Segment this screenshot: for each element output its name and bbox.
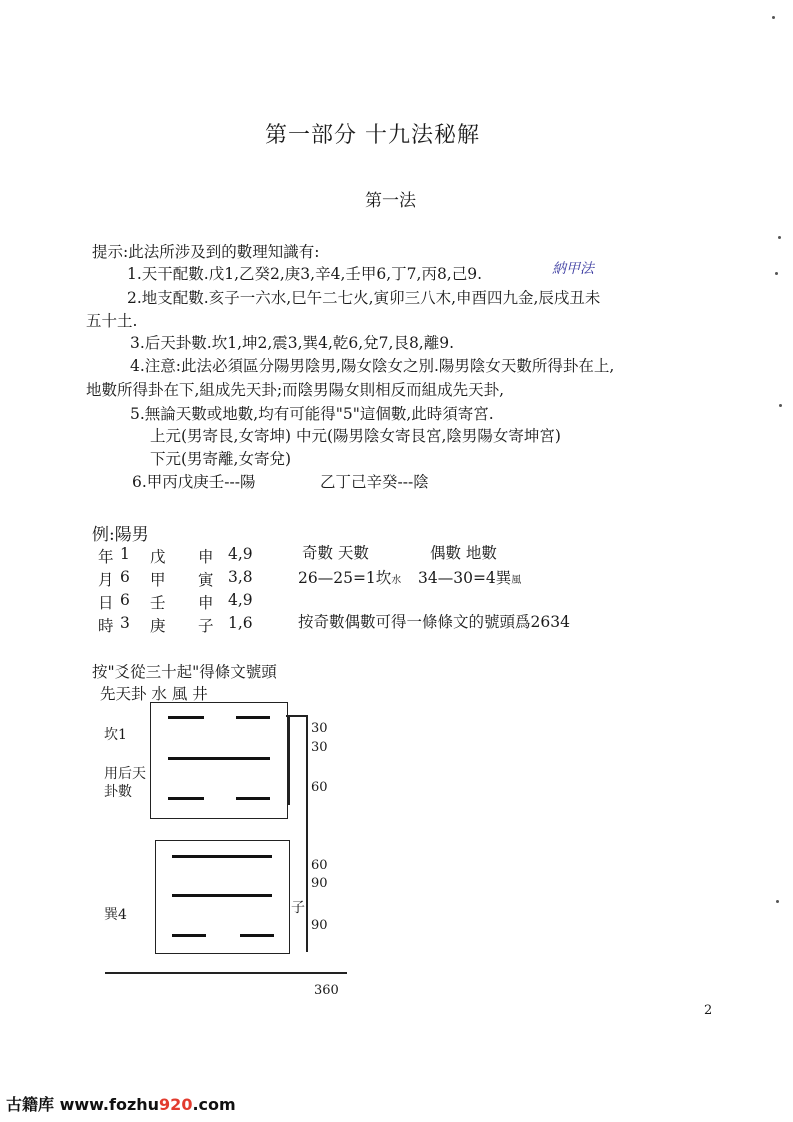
yang-line xyxy=(168,757,270,760)
pillar-gan: 戊 xyxy=(150,548,166,566)
odd-calc: 26—25=1坎水 xyxy=(298,569,402,587)
even-calc: 34—30=4巽風 xyxy=(418,569,522,587)
hint-item-6-yang: 6.甲丙戊庚壬---陽 xyxy=(132,473,256,491)
hint-item-4: 4.注意:此法必須區分陽男陰男,陽女陰女之別.陽男陰女天數所得卦在上, xyxy=(130,357,615,375)
hint-item-5: 5.無論天數或地數,均有可能得"5"這個數,此時須寄宮. xyxy=(130,405,494,423)
yin-line xyxy=(236,797,270,800)
yin-line xyxy=(236,716,270,719)
rail-top xyxy=(286,715,308,717)
pillar-gan: 庚 xyxy=(150,617,166,635)
line-value: 90 xyxy=(311,876,328,891)
scan-speck xyxy=(779,404,782,407)
scan-speck xyxy=(772,16,775,19)
line-value: 90 xyxy=(311,918,328,933)
pillar-values: 3,8 xyxy=(228,568,253,586)
odd-heading: 奇數 天數 xyxy=(302,544,369,562)
total-value: 360 xyxy=(314,983,339,998)
hint-item-3: 3.后天卦數.坎1,坤2,震3,巽4,乾6,兌7,艮8,離9. xyxy=(130,334,455,352)
example-label: 例:陽男 xyxy=(92,525,149,545)
pillar-number: 6 xyxy=(120,591,130,609)
upper-note-line1: 用后天 xyxy=(104,766,146,782)
page-title: 第一部分 十九法秘解 xyxy=(265,123,480,148)
pillar-gan: 甲 xyxy=(150,571,166,589)
handwritten-note: 納甲法 xyxy=(552,261,594,277)
total-line xyxy=(105,972,347,974)
hint-item-4-cont: 地數所得卦在下,組成先天卦;而陰男陽女則相反而組成先天卦, xyxy=(86,381,505,399)
pillar-zhi: 申 xyxy=(198,548,214,566)
hint-item-2: 2.地支配數.亥子一六水,巳午二七火,寅卯三八木,申酉四九金,辰戌丑未 xyxy=(127,289,601,307)
page-number: 2 xyxy=(704,1003,713,1018)
pillar-number: 3 xyxy=(120,614,130,632)
inner-rail xyxy=(288,715,290,805)
hint-item-5-lower: 下元(男寄離,女寄兌) xyxy=(150,450,292,468)
pillar-zhi: 申 xyxy=(198,594,214,612)
upper-note-line2: 卦數 xyxy=(104,784,132,800)
upper-trigram-label: 坎1 xyxy=(104,727,127,743)
zi-label: 子 xyxy=(291,900,305,916)
pillar-zhi: 寅 xyxy=(198,571,214,589)
pillar-number: 1 xyxy=(120,545,130,563)
hint-item-5-upper: 上元(男寄艮,女寄坤) 中元(陽男陰女寄艮宮,陰男陽女寄坤宮) xyxy=(150,427,561,445)
scan-speck xyxy=(778,236,781,239)
site-name: 古籍库 xyxy=(6,1095,55,1114)
pillar-number: 6 xyxy=(120,568,130,586)
yang-line xyxy=(172,855,272,858)
scan-speck xyxy=(776,900,779,903)
diagram-caption: 按"爻從三十起"得條文號頭 xyxy=(92,663,277,681)
even-heading: 偶數 地數 xyxy=(430,544,497,562)
hint-item-2-cont: 五十土. xyxy=(86,312,138,330)
site-watermark[interactable] xyxy=(6,1092,236,1115)
pillar-year: 年 xyxy=(98,548,114,566)
line-value: 30 xyxy=(311,740,328,755)
line-value: 30 xyxy=(311,721,328,736)
pillar-month: 月 xyxy=(98,571,114,589)
line-value: 60 xyxy=(311,780,328,795)
hints-heading: 提示:此法所涉及到的數理知識有: xyxy=(92,243,320,261)
upper-trigram-box xyxy=(150,702,288,819)
lower-trigram-label: 巽4 xyxy=(104,907,127,923)
example-result: 按奇數偶數可得一條條文的號頭爲2634 xyxy=(298,613,570,631)
yin-line xyxy=(240,934,274,937)
hint-item-6-yin: 乙丁己辛癸---陰 xyxy=(320,473,429,491)
scan-speck xyxy=(775,272,778,275)
pillar-values: 4,9 xyxy=(228,591,253,609)
pillar-gan: 壬 xyxy=(150,594,166,612)
pillar-day: 日 xyxy=(98,594,114,612)
pillar-hour: 時 xyxy=(98,617,114,635)
section-title: 第一法 xyxy=(365,191,416,211)
hexagram-label: 先天卦 水 風 井 xyxy=(100,685,208,703)
yin-line xyxy=(172,934,206,937)
hint-item-1: 1.天干配數.戊1,乙癸2,庚3,辛4,壬甲6,丁7,丙8,己9. xyxy=(127,265,483,283)
pillar-zhi: 子 xyxy=(198,617,214,635)
site-url: www.fozhu920.com xyxy=(59,1095,236,1114)
pillar-values: 1,6 xyxy=(228,614,253,632)
line-value: 60 xyxy=(311,858,328,873)
pillar-values: 4,9 xyxy=(228,545,253,563)
yin-line xyxy=(168,797,204,800)
yang-line xyxy=(172,894,272,897)
yin-line xyxy=(168,716,204,719)
value-rail xyxy=(306,715,308,952)
